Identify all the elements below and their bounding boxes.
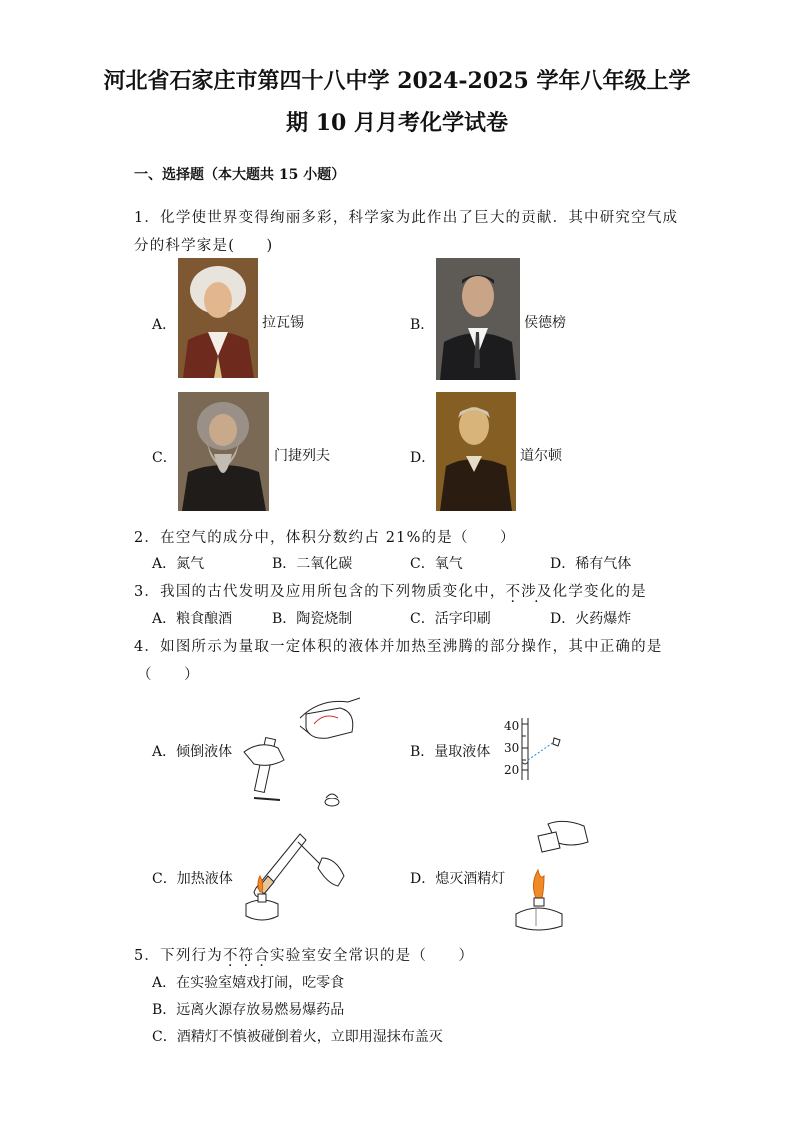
- q5-option-b: B．远离火源存放易燃易爆药品: [152, 1002, 345, 1018]
- q2-option-a: A．氮气: [152, 556, 205, 572]
- q1-option-a-name: 拉瓦锡: [262, 315, 304, 331]
- q2-stem: 2．在空气的成分中，体积分数约占 21%的是（ ）: [134, 530, 516, 546]
- q4-option-c-label: C．加热液体: [152, 871, 233, 887]
- page-title-line2: 期 10 月月考化学试卷: [286, 110, 508, 136]
- q2-option-b: B．二氧化碳: [272, 556, 353, 572]
- q4-option-a-label: A．倾倒液体: [152, 744, 233, 760]
- q1-option-a-letter: A．: [152, 317, 177, 333]
- q4-stem-line1: 4．如图所示为量取一定体积的液体并加热至沸腾的部分操作，其中正确的是: [134, 639, 663, 655]
- q1-option-d-name: 道尔顿: [520, 448, 562, 464]
- q3-option-b: B．陶瓷烧制: [272, 611, 353, 627]
- cylinder-tick-40: 40: [504, 719, 520, 733]
- cylinder-tick-20: 20: [504, 763, 520, 777]
- q5-option-a: A．在实验室嬉戏打闹，吃零食: [152, 975, 345, 991]
- q3-option-c: C．活字印刷: [410, 611, 491, 627]
- page-title-line1: 河北省石家庄市第四十八中学 2024-2025 学年八年级上学: [103, 68, 691, 94]
- q1-option-b-letter: B．: [410, 317, 435, 333]
- q1-option-c-letter: C．: [152, 450, 177, 466]
- portrait-dalton-icon: [436, 392, 516, 511]
- q2-option-d: D．稀有气体: [550, 556, 632, 572]
- q5-stem-emphasis-1: 不: [222, 948, 239, 964]
- section-heading: 一、选择题（本大题共 15 小题）: [134, 167, 346, 183]
- q2-option-c: C．氧气: [410, 556, 463, 572]
- q1-option-c-name: 门捷列夫: [274, 448, 330, 464]
- q5-stem: [134, 944, 474, 965]
- heating-test-tube-figure-icon: [240, 828, 348, 924]
- q3-stem-pre: 3．我国的古代发明及应用所包含的下列物质变化中，: [134, 584, 506, 600]
- q3-stem-post: 化学变化的是: [552, 584, 647, 600]
- q3-stem-emphasis-2: 涉及: [521, 584, 553, 600]
- q3-option-d: D．火药爆炸: [550, 611, 632, 627]
- pouring-liquid-figure-icon: [240, 688, 362, 810]
- portrait-mendeleev-icon: [178, 392, 269, 511]
- q3-stem: [134, 580, 647, 601]
- q4-option-d-label: D．熄灭酒精灯: [410, 871, 506, 887]
- q5-stem-emphasis-2: 符: [238, 948, 255, 964]
- cylinder-tick-30: 30: [504, 741, 520, 755]
- q5-option-c: C．酒精灯不慎被碰倒着火，立即用湿抹布盖灭: [152, 1029, 443, 1045]
- q1-stem-line1: 1．化学使世界变得绚丽多彩，科学家为此作出了巨大的贡献．其中研究空气成: [134, 210, 679, 226]
- q1-option-d-letter: D．: [410, 450, 436, 466]
- q5-stem-post: 实验室安全常识的是（ ）: [270, 948, 475, 964]
- q4-stem-line2: （ ）: [137, 667, 200, 683]
- q1-stem-line2: 分的科学家是( ): [134, 238, 274, 254]
- q5-stem-emphasis-3: 合: [254, 948, 271, 964]
- q1-option-b-name: 侯德榜: [524, 315, 566, 331]
- portrait-hou-debang-icon: [436, 258, 520, 380]
- q3-option-a: A．粮食酿酒: [152, 611, 233, 627]
- extinguish-alcohol-lamp-figure-icon: [508, 818, 590, 934]
- q3-stem-emphasis: 不: [505, 584, 522, 600]
- portrait-lavoisier-icon: [178, 258, 258, 378]
- q4-option-b-label: B．量取液体: [410, 744, 491, 760]
- q5-stem-pre: 5．下列行为: [134, 948, 223, 964]
